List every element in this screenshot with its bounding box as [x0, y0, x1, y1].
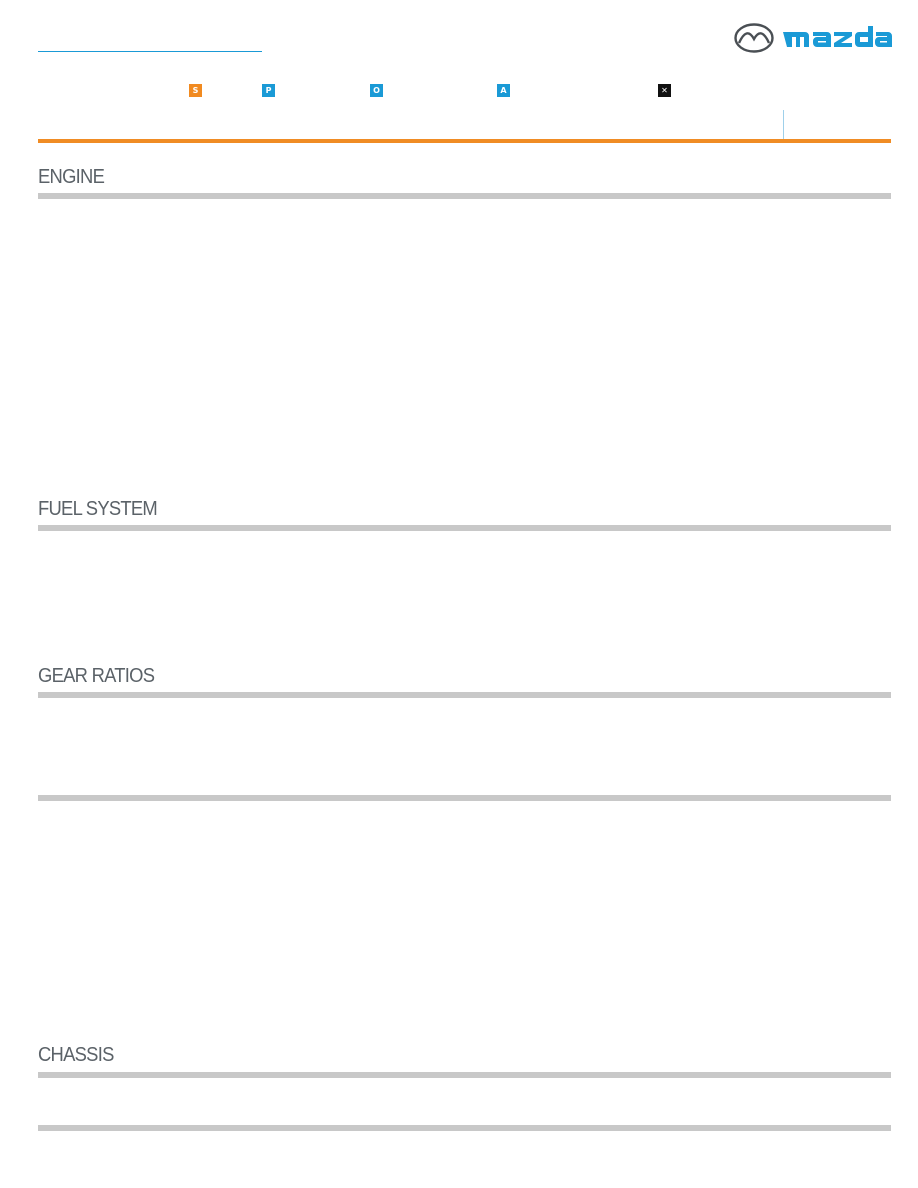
- section-title-fuel-system: FUEL SYSTEM: [38, 498, 158, 520]
- column-divider: [783, 110, 784, 139]
- package-badge-icon: P: [262, 84, 275, 97]
- option-badge-icon: O: [370, 84, 383, 97]
- section-title-engine: ENGINE: [38, 166, 105, 188]
- header-rule: [38, 139, 891, 143]
- section-rule-engine: [38, 193, 891, 199]
- section-rule-chassis: [38, 1072, 891, 1078]
- not-available-badge-icon: ✕: [658, 84, 671, 97]
- section-rule-footer: [38, 1125, 891, 1131]
- section-rule-separator: [38, 795, 891, 801]
- header-link-underline[interactable]: [38, 51, 262, 52]
- section-title-gear-ratios: GEAR RATIOS: [38, 665, 155, 687]
- section-rule-gear-ratios: [38, 692, 891, 698]
- section-rule-fuel-system: [38, 525, 891, 531]
- availability-legend: [0, 84, 918, 98]
- mazda-logo: [734, 22, 892, 54]
- standard-badge-icon: S: [189, 84, 202, 97]
- section-title-chassis: CHASSIS: [38, 1044, 114, 1066]
- accessory-badge-icon: A: [497, 84, 510, 97]
